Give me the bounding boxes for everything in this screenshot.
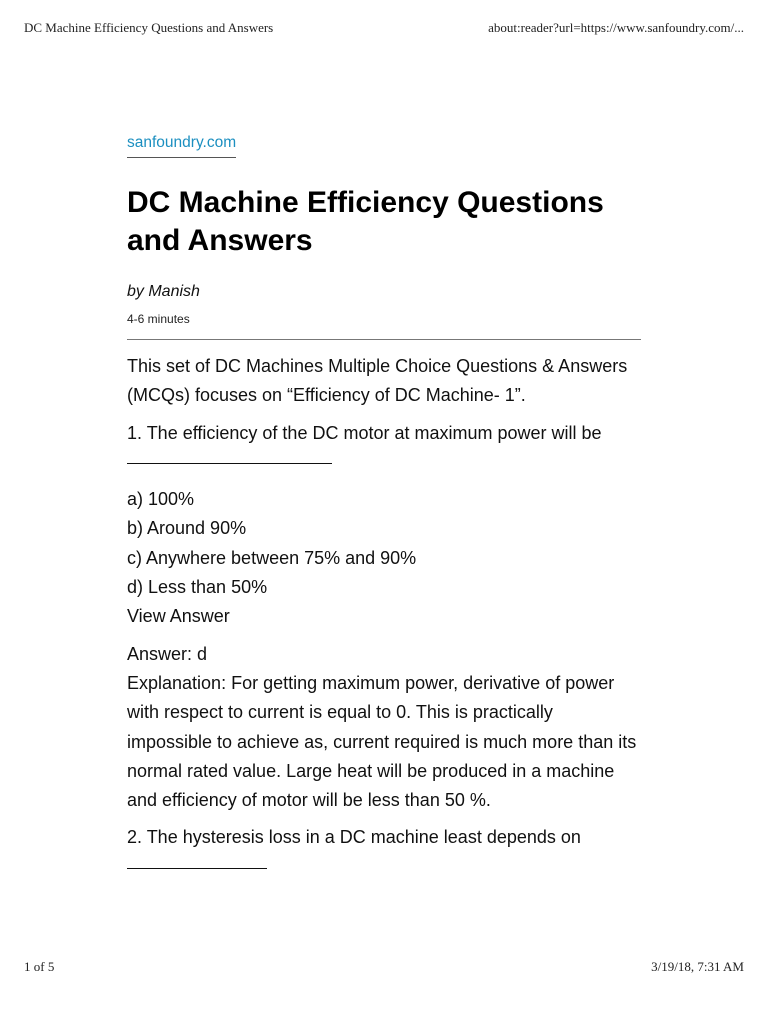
option-c: c) Anywhere between 75% and 90% xyxy=(127,547,417,568)
question-1 xyxy=(127,419,641,478)
intro-paragraph: This set of DC Machines Multiple Choice Questions & Answers (MCQs) focuses on “Efficiency of DC Machine- 1”. xyxy=(127,356,628,406)
option-d: d) Less than 50% xyxy=(127,577,268,598)
option-b: b) Around 90% xyxy=(127,518,247,539)
question-2-blank xyxy=(127,867,267,869)
answer-text: Answer: d xyxy=(127,643,208,664)
print-header-title: DC Machine Efficiency Questions and Answers xyxy=(24,20,274,35)
print-header-url: about:reader?url=https://www.sanfoundry.com/... xyxy=(488,20,744,35)
question-1-text: 1. The efficiency of the DC motor at maximum power will be xyxy=(127,422,602,443)
article xyxy=(127,134,641,890)
print-timestamp: 3/19/18, 7:31 AM xyxy=(651,959,744,974)
source-domain-link[interactable]: sanfoundry.com xyxy=(127,134,236,158)
view-answer-toggle[interactable]: View Answer xyxy=(127,606,230,627)
question-2 xyxy=(127,823,641,882)
header-divider xyxy=(127,339,641,340)
question-2-text: 2. The hysteresis loss in a DC machine least depends on xyxy=(127,827,581,848)
answer-block xyxy=(127,640,641,816)
question-1-options xyxy=(127,485,641,631)
option-a: a) 100% xyxy=(127,489,195,510)
page-number: 1 of 5 xyxy=(24,959,55,974)
reading-time: 4-6 minutes xyxy=(127,312,190,326)
article-content xyxy=(127,352,641,882)
article-byline: by Manish xyxy=(127,283,200,300)
question-1-blank xyxy=(127,462,332,464)
print-header xyxy=(24,20,744,36)
article-title: DC Machine Efficiency Questions and Answers xyxy=(127,186,604,257)
print-footer xyxy=(24,959,744,975)
explanation-text: Explanation: For getting maximum power, derivative of power with respect to current is equal to 0. This is practically impossible to achieve as, current required is much more than its normal rated value. Large heat will be produced in a machine and efficiency of motor will be less than 50 %. xyxy=(127,672,637,811)
